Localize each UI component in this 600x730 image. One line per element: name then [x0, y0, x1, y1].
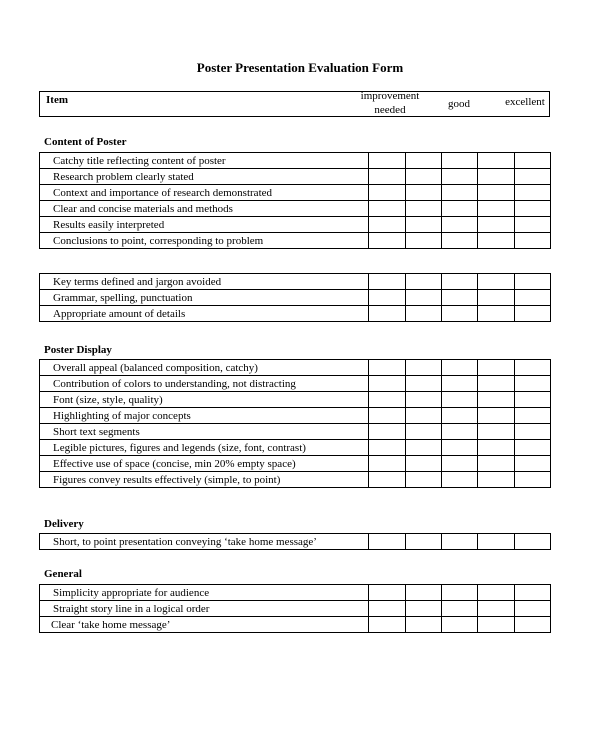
section-title-display: Poster Display — [44, 344, 112, 356]
rating-cell[interactable] — [478, 424, 515, 440]
rating-cell[interactable] — [515, 169, 551, 185]
table-row — [40, 534, 551, 550]
row-label: Key terms defined and jargon avoided — [40, 274, 369, 290]
rating-cell[interactable] — [478, 306, 515, 322]
rating-cell[interactable] — [369, 233, 406, 249]
rating-cell[interactable] — [369, 274, 406, 290]
rating-cell[interactable] — [515, 185, 551, 201]
rating-cell[interactable] — [478, 472, 515, 488]
rating-cell[interactable] — [515, 440, 551, 456]
rating-cell[interactable] — [406, 290, 442, 306]
rating-cell[interactable] — [369, 360, 406, 376]
rating-cell[interactable] — [406, 217, 442, 233]
rating-cell[interactable] — [369, 306, 406, 322]
rating-cell[interactable] — [515, 534, 551, 550]
row-label: Contribution of colors to understanding, not distracting — [40, 376, 369, 392]
rating-cell[interactable] — [406, 408, 442, 424]
rating-cell[interactable] — [406, 617, 442, 633]
rating-cell[interactable] — [478, 534, 515, 550]
rating-cell[interactable] — [478, 617, 515, 633]
rating-cell[interactable] — [515, 392, 551, 408]
content-table — [39, 152, 551, 249]
row-label: Straight story line in a logical order — [40, 601, 369, 617]
rating-cell[interactable] — [515, 274, 551, 290]
rating-cell[interactable] — [406, 376, 442, 392]
rating-cell[interactable] — [369, 392, 406, 408]
rating-cell[interactable] — [369, 217, 406, 233]
table-row — [40, 169, 551, 185]
rating-cell[interactable] — [442, 617, 478, 633]
row-label: Research problem clearly stated — [40, 169, 369, 185]
section-title-general: General — [44, 568, 82, 580]
rating-cell[interactable] — [369, 290, 406, 306]
content-continued-table — [39, 273, 551, 322]
rating-cell[interactable] — [442, 360, 478, 376]
rating-cell[interactable] — [478, 440, 515, 456]
rating-cell[interactable] — [406, 201, 442, 217]
rating-cell[interactable] — [515, 601, 551, 617]
rating-cell[interactable] — [369, 153, 406, 169]
rating-cell[interactable] — [442, 601, 478, 617]
rating-cell[interactable] — [406, 472, 442, 488]
header-excellent: excellent — [505, 96, 545, 108]
rating-cell[interactable] — [478, 153, 515, 169]
rating-cell[interactable] — [406, 456, 442, 472]
row-label: Clear ‘take home message’ — [40, 617, 369, 633]
rating-cell[interactable] — [442, 376, 478, 392]
row-label: Catchy title reflecting content of poster — [40, 153, 369, 169]
rating-cell[interactable] — [515, 472, 551, 488]
rating-cell[interactable] — [515, 456, 551, 472]
rating-cell[interactable] — [478, 376, 515, 392]
rating-cell[interactable] — [515, 376, 551, 392]
rating-cell[interactable] — [406, 424, 442, 440]
general-table — [39, 584, 551, 633]
row-label: Clear and concise materials and methods — [40, 201, 369, 217]
table-row — [40, 424, 551, 440]
rating-cell[interactable] — [515, 201, 551, 217]
rating-cell[interactable] — [515, 233, 551, 249]
row-label: Grammar, spelling, punctuation — [40, 290, 369, 306]
row-label: Short text segments — [40, 424, 369, 440]
table-row — [40, 153, 551, 169]
rating-cell[interactable] — [406, 440, 442, 456]
rating-cell[interactable] — [369, 456, 406, 472]
rating-cell[interactable] — [406, 274, 442, 290]
table-row — [40, 217, 551, 233]
rating-cell[interactable] — [406, 585, 442, 601]
rating-cell[interactable] — [515, 153, 551, 169]
rating-cell[interactable] — [369, 617, 406, 633]
rating-cell[interactable] — [442, 153, 478, 169]
rating-cell[interactable] — [442, 290, 478, 306]
delivery-table — [39, 533, 551, 550]
table-row — [40, 456, 551, 472]
rating-cell[interactable] — [442, 201, 478, 217]
rating-cell[interactable] — [442, 169, 478, 185]
rating-cell[interactable] — [406, 153, 442, 169]
rating-cell[interactable] — [478, 456, 515, 472]
rating-cell[interactable] — [442, 392, 478, 408]
rating-cell[interactable] — [406, 306, 442, 322]
rating-cell[interactable] — [478, 360, 515, 376]
table-row — [40, 290, 551, 306]
rating-cell[interactable] — [406, 360, 442, 376]
row-label: Effective use of space (concise, min 20% empty space) — [40, 456, 369, 472]
table-row — [40, 233, 551, 249]
rating-cell[interactable] — [442, 424, 478, 440]
table-row — [40, 201, 551, 217]
rating-cell[interactable] — [442, 440, 478, 456]
rating-cell[interactable] — [515, 306, 551, 322]
table-row — [40, 408, 551, 424]
table-row — [40, 585, 551, 601]
rating-cell[interactable] — [442, 185, 478, 201]
row-label: Conclusions to point, corresponding to problem — [40, 233, 369, 249]
rating-cell[interactable] — [369, 585, 406, 601]
rating-cell[interactable] — [478, 169, 515, 185]
rating-cell[interactable] — [406, 169, 442, 185]
rating-cell[interactable] — [478, 233, 515, 249]
header-good: good — [448, 98, 470, 110]
rating-cell[interactable] — [369, 440, 406, 456]
rating-cell[interactable] — [515, 290, 551, 306]
table-row — [40, 306, 551, 322]
rating-cell[interactable] — [515, 408, 551, 424]
rating-cell[interactable] — [478, 601, 515, 617]
rating-cell[interactable] — [442, 585, 478, 601]
rating-cell[interactable] — [478, 201, 515, 217]
header-row — [39, 91, 550, 117]
row-label: Appropriate amount of details — [40, 306, 369, 322]
rating-cell[interactable] — [478, 392, 515, 408]
rating-cell[interactable] — [369, 534, 406, 550]
rating-cell[interactable] — [442, 456, 478, 472]
display-table — [39, 359, 551, 488]
row-label: Overall appeal (balanced composition, catchy) — [40, 360, 369, 376]
table-row — [40, 472, 551, 488]
rating-cell[interactable] — [369, 169, 406, 185]
rating-cell[interactable] — [442, 306, 478, 322]
rating-cell[interactable] — [369, 408, 406, 424]
rating-cell[interactable] — [478, 290, 515, 306]
table-row — [40, 185, 551, 201]
row-label: Results easily interpreted — [40, 217, 369, 233]
table-row — [40, 392, 551, 408]
row-label: Simplicity appropriate for audience — [40, 585, 369, 601]
rating-cell[interactable] — [442, 408, 478, 424]
row-label: Font (size, style, quality) — [40, 392, 369, 408]
rating-cell[interactable] — [478, 585, 515, 601]
rating-cell[interactable] — [478, 217, 515, 233]
row-label: Figures convey results effectively (simple, to point) — [40, 472, 369, 488]
rating-cell[interactable] — [442, 472, 478, 488]
row-label: Legible pictures, figures and legends (size, font, contrast) — [40, 440, 369, 456]
rating-cell[interactable] — [442, 233, 478, 249]
header-item: Item — [46, 94, 68, 106]
table-row — [40, 360, 551, 376]
section-title-content: Content of Poster — [44, 136, 127, 148]
table-row — [40, 376, 551, 392]
rating-cell[interactable] — [369, 424, 406, 440]
rating-cell[interactable] — [369, 376, 406, 392]
rating-cell[interactable] — [406, 534, 442, 550]
rating-cell[interactable] — [406, 601, 442, 617]
row-label: Context and importance of research demonstrated — [40, 185, 369, 201]
section-title-delivery: Delivery — [44, 518, 84, 530]
rating-cell[interactable] — [406, 185, 442, 201]
rating-cell[interactable] — [369, 601, 406, 617]
rating-cell[interactable] — [478, 408, 515, 424]
rating-cell[interactable] — [369, 185, 406, 201]
table-row — [40, 440, 551, 456]
table-row — [40, 601, 551, 617]
rating-cell[interactable] — [515, 360, 551, 376]
row-label: Highlighting of major concepts — [40, 408, 369, 424]
rating-cell[interactable] — [515, 585, 551, 601]
rating-cell[interactable] — [478, 274, 515, 290]
row-label: Short, to point presentation conveying ‘take home message’ — [40, 534, 369, 550]
rating-cell[interactable] — [442, 534, 478, 550]
rating-cell[interactable] — [515, 617, 551, 633]
table-row — [40, 617, 551, 633]
rating-cell[interactable] — [515, 424, 551, 440]
rating-cell[interactable] — [406, 233, 442, 249]
table-row — [40, 274, 551, 290]
rating-cell[interactable] — [369, 472, 406, 488]
rating-cell[interactable] — [478, 185, 515, 201]
header-improvement-needed: improvement needed — [360, 90, 420, 116]
rating-cell[interactable] — [369, 201, 406, 217]
form-title: Poster Presentation Evaluation Form — [196, 60, 404, 75]
rating-cell[interactable] — [406, 392, 442, 408]
rating-cell[interactable] — [442, 274, 478, 290]
rating-cell[interactable] — [442, 217, 478, 233]
rating-cell[interactable] — [515, 217, 551, 233]
